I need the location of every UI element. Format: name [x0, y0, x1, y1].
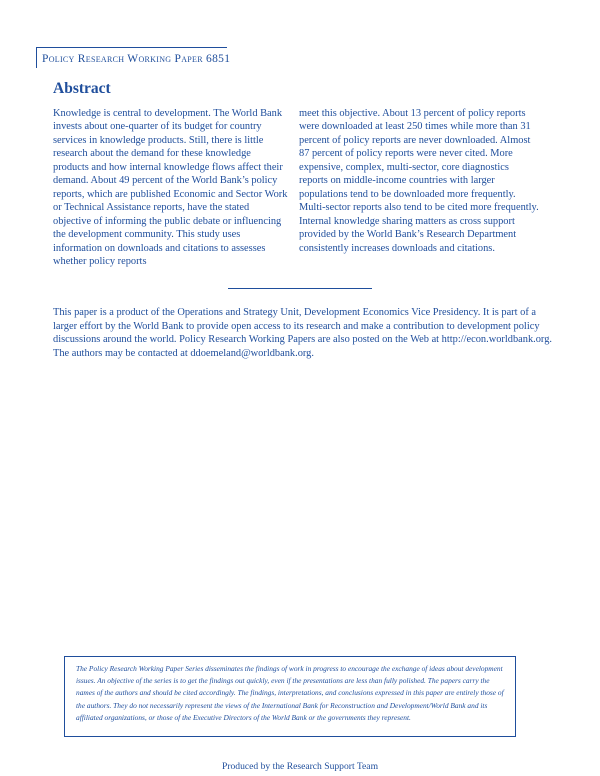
section-divider [228, 288, 372, 289]
abstract-left-column: Knowledge is central to development. The World Bank invests about one-quarter of its budget for country services in knowledge products. Still, there is little research about the demand for these knowledge products and how internal knowledge flows affect their demand. About 49 percent of the World Bank’s policy reports, which are published Economic and Sector Work or Technical Assistance reports, have the stated objective of informing the public debate or influencing the development community. This study uses information on downloads and citations to assesses whether policy reports [53, 108, 288, 267]
series-label: Policy Research Working Paper 6851 [42, 53, 231, 65]
abstract-right-column: meet this objective. About 13 percent of policy reports were downloaded at least 250 times while more than 31 percent of policy reports are never downloaded. Almost 87 percent of policy reports were never cited. More expensive, complex, multi-sector, core diagnostics reports on middle-income countries with larger populations tend to be downloaded more frequently. Multi-sector reports also tend to be cited more frequently. Internal knowledge sharing matters as cross support provided by the World Bank’s Research Department consistently increases downloads and citations. [299, 108, 539, 254]
series-disclaimer-text: The Policy Research Working Paper Series disseminates the findings of work in progress to encourage the exchange of ideas about development issues. An objective of the series is to get the findings out quickly, even if the presentations are less than fully polished. The papers carry the names of the authors and should be cited accordingly. The findings, interpretations, and conclusions expressed in this paper are entirely those of the authors. They do not necessarily represent the views of the International Bank for Reconstruction and Development/World Bank and its affiliated organizations, or those of the Executive Directors of the World Bank or the governments they represent. [76, 664, 504, 722]
series-disclaimer-box [64, 656, 516, 737]
series-header [36, 47, 231, 68]
abstract-heading: Abstract [53, 80, 111, 97]
footer-credit: Produced by the Research Support Team [221, 761, 379, 772]
paper-note: This paper is a product of the Operations and Strategy Unit, Development Economics Vice Presidency. It is part of a larger effort by the World Bank to provide open access to its research and make a contribution to development policy discussions around the world. Policy Research Working Papers are also posted on the Web at http://econ.worldbank.org. The authors may be contacted at ddoemeland@worldbank.org. [53, 307, 553, 359]
